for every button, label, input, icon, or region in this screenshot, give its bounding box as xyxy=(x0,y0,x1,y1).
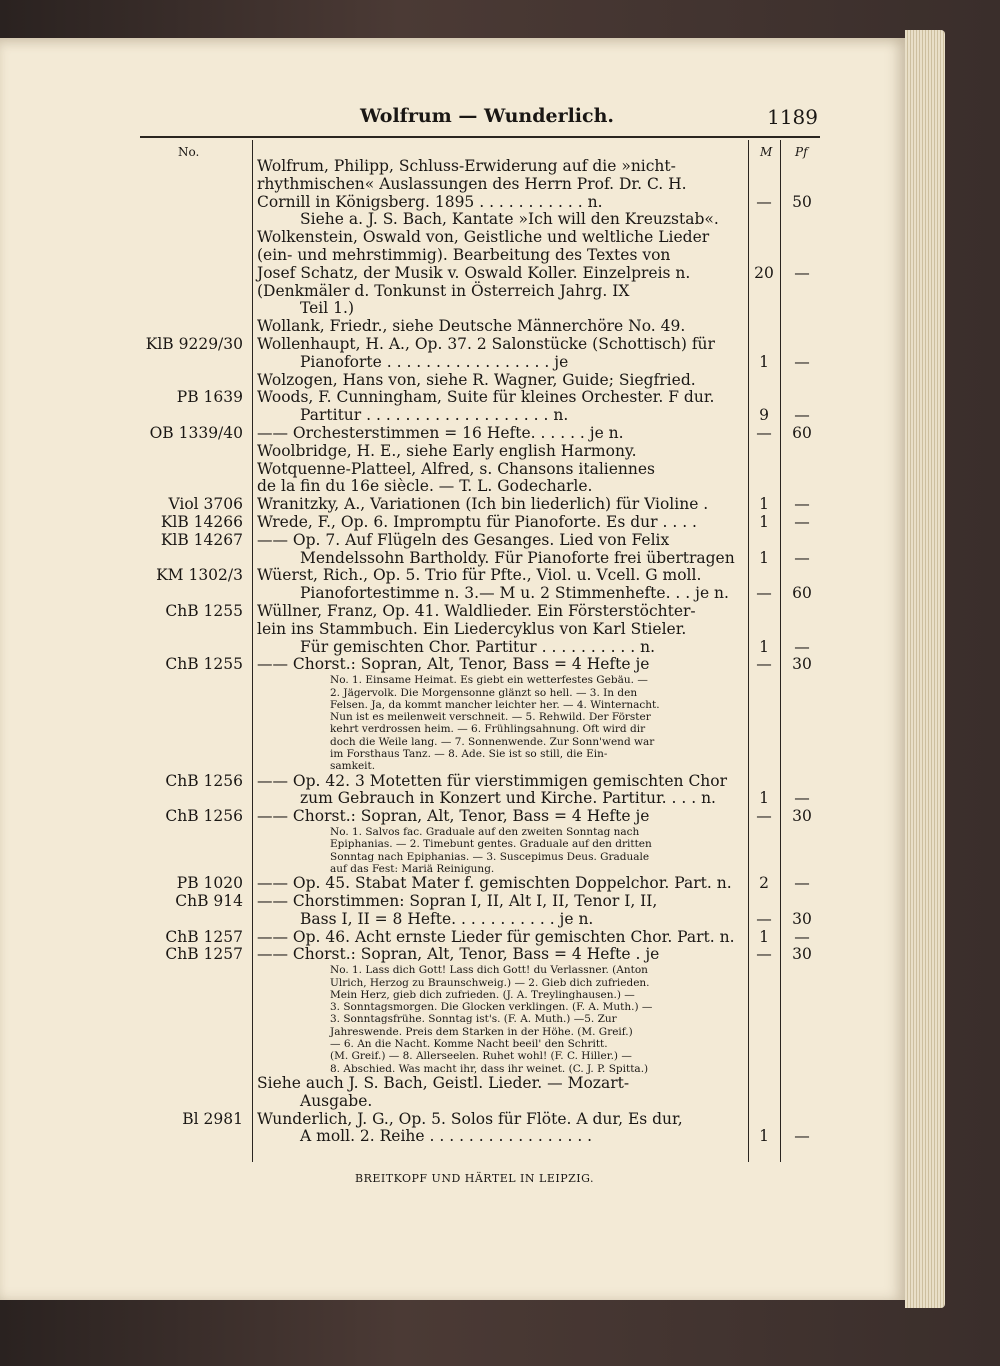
entry-text: zum Gebrauch in Konzert und Kirche. Partitur. . . . n. xyxy=(300,789,716,808)
price-pfennig: 30 xyxy=(792,909,812,928)
entry-text: Wolfrum, Philipp, Schluss-Erwiderung auf die »nicht- xyxy=(257,157,676,175)
entry-text: Sonntag nach Epiphanias. — 3. Suscepimus Deus. Graduale xyxy=(330,850,650,863)
catalog-number: ChB 1257 xyxy=(165,945,243,964)
column-header-no: No. xyxy=(178,145,200,159)
entry-text: —— Chorst.: Sopran, Alt, Tenor, Bass = 4 Hefte je xyxy=(257,807,650,826)
entry-text: Cornill in Königsberg. 1895 . . . . . . . . . . . n. xyxy=(257,192,603,211)
entry-text: Wranitzky, A., Variationen (Ich bin liederlich) für Violine . xyxy=(257,495,709,514)
entry-text: (M. Greif.) — 8. Allerseelen. Ruhet wohl! (F. C. Hiller.) — xyxy=(330,1050,632,1063)
entry-text: Bass I, II = 8 Hefte. . . . . . . . . . . je n. xyxy=(300,909,594,928)
header-rule xyxy=(140,136,820,138)
price-pfennig: 60 xyxy=(792,584,812,603)
entry-text: —— Chorst.: Sopran, Alt, Tenor, Bass = 4 Hefte je xyxy=(257,655,650,674)
price-mark: — xyxy=(756,584,772,603)
entry-text: No. 1. Einsame Heimat. Es giebt ein wetterfestes Gebäu. — xyxy=(330,674,648,687)
entry-text: Epiphanias. — 2. Timebunt gentes. Graduale auf den dritten xyxy=(330,838,652,851)
price-pfennig: — xyxy=(794,637,810,656)
catalog-number: PB 1639 xyxy=(176,388,243,407)
price-mark: 1 xyxy=(759,548,769,567)
catalog-number: ChB 1256 xyxy=(165,771,243,790)
catalog-number: ChB 1257 xyxy=(165,927,243,946)
entry-text: Wollenhaupt, H. A., Op. 37. 2 Salonstücke (Schottisch) für xyxy=(257,335,715,353)
catalog-number: Bl 2981 xyxy=(182,1109,243,1128)
price-mark: — xyxy=(756,909,772,928)
price-pfennig: — xyxy=(794,406,810,425)
catalog-number: KlB 9229/30 xyxy=(145,335,243,353)
price-mark: 9 xyxy=(759,406,769,425)
entry-text: im Forsthaus Tanz. — 8. Ade. Sie ist so still, die Ein- xyxy=(330,748,608,760)
page-edges xyxy=(905,30,945,1308)
entry-text: 2. Jägervolk. Die Morgensonne glänzt so hell. — 3. In den xyxy=(330,686,638,699)
price-mark: 1 xyxy=(759,927,769,946)
entry-text: Partitur . . . . . . . . . . . . . . . . . . . n. xyxy=(300,406,569,425)
entry-text: Für gemischten Chor. Partitur . . . . . . . . . . n. xyxy=(300,637,656,656)
entry-text: —— Op. 42. 3 Motetten für vierstimmigen gemischten Chor xyxy=(257,771,728,790)
entry-text: Mendelssohn Bartholdy. Für Pianoforte frei übertragen xyxy=(300,548,735,567)
entry-text: Teil 1.) xyxy=(300,299,354,318)
price-pfennig: — xyxy=(794,352,810,371)
entry-text: 8. Abschied. Was macht ihr, dass ihr weinet. (C. J. P. Spitta.) xyxy=(330,1062,649,1075)
entry-text: Wunderlich, J. G., Op. 5. Solos für Flöte. A dur, Es dur, xyxy=(257,1109,683,1128)
entry-text: Jahreswende. Preis dem Starken in der Höhe. (M. Greif.) xyxy=(330,1025,633,1038)
entry-text: Siehe a. J. S. Bach, Kantate »Ich will den Kreuzstab«. xyxy=(300,210,719,229)
entry-text: de la fin du 16e siècle. — T. L. Godecharle. xyxy=(257,477,593,496)
column-header-mark: M xyxy=(760,145,773,159)
entry-text: doch die Weile lang. — 7. Sonnenwende. Zur Sonn'wend war xyxy=(330,735,655,748)
price-pfennig: 50 xyxy=(792,192,812,211)
price-mark: — xyxy=(756,424,772,442)
price-mark: 20 xyxy=(754,263,774,282)
price-pfennig: 60 xyxy=(792,424,812,442)
catalog-number: KlB 14266 xyxy=(160,513,243,531)
entry-text: —— Chorstimmen: Sopran I, II, Alt I, II, Tenor I, II, xyxy=(257,892,658,910)
price-pfennig: — xyxy=(794,1127,810,1146)
price-mark: — xyxy=(756,192,772,211)
price-mark: — xyxy=(756,655,772,674)
price-mark: 1 xyxy=(759,513,769,531)
entry-text: — 6. An die Nacht. Komme Nacht beeil' den Schritt. xyxy=(330,1038,608,1050)
entry-text: —— Orchesterstimmen = 16 Hefte. . . . . . je n. xyxy=(257,424,624,442)
entry-text: Ausgabe. xyxy=(300,1091,373,1110)
entry-text: Wotquenne-Platteel, Alfred, s. Chansons italiennes xyxy=(257,459,656,478)
entry-text: —— Chorst.: Sopran, Alt, Tenor, Bass = 4 Hefte . je xyxy=(257,945,660,964)
entry-text: Wolkenstein, Oswald von, Geistliche und weltliche Lieder xyxy=(257,228,710,247)
running-title: Wolfrum — Wunderlich. xyxy=(360,105,615,127)
price-mark: 1 xyxy=(759,495,769,514)
price-pfennig: 30 xyxy=(792,945,812,964)
entry-text: Ulrich, Herzog zu Braunschweig.) — 2. Gieb dich zufrieden. xyxy=(330,976,650,989)
price-mark: 1 xyxy=(759,637,769,656)
entry-text: —— Op. 7. Auf Flügeln des Gesanges. Lied von Felix xyxy=(257,530,670,549)
entry-text: No. 1. Salvos fac. Graduale auf den zweiten Sonntag nach xyxy=(330,826,640,838)
catalog-number: ChB 1255 xyxy=(165,655,243,674)
catalog-number: ChB 1256 xyxy=(165,807,243,826)
catalog-number: KM 1302/3 xyxy=(156,566,243,585)
page-header xyxy=(140,105,830,133)
price-mark: — xyxy=(756,807,772,826)
price-pfennig: — xyxy=(794,548,810,567)
entry-text: —— Op. 45. Stabat Mater f. gemischten Doppelchor. Part. n. xyxy=(257,874,732,893)
entry-text: kehrt verdrossen heim. — 6. Frühlingsahnung. Oft wird dir xyxy=(330,723,646,736)
entry-text: Pianoforte . . . . . . . . . . . . . . . . . je xyxy=(300,352,569,371)
entry-text: Mein Herz, gieb dich zufrieden. (J. A. Treylinghausen.) — xyxy=(330,988,635,1001)
page-number: 1189 xyxy=(767,105,818,129)
entry-text: samkeit. xyxy=(330,760,376,773)
entry-text: —— Op. 46. Acht ernste Lieder für gemischten Chor. Part. n. xyxy=(257,927,735,946)
publisher-footer: BREITKOPF UND HÄRTEL IN LEIPZIG. xyxy=(355,1172,594,1185)
catalog-number: ChB 914 xyxy=(175,892,243,910)
price-mark: 1 xyxy=(759,352,769,371)
price-pfennig: — xyxy=(794,927,810,946)
entry-text: lein ins Stammbuch. Ein Liedercyklus von Karl Stieler. xyxy=(257,619,687,638)
entry-text: Wollank, Friedr., siehe Deutsche Männerchöre No. 49. xyxy=(257,317,686,336)
price-pfennig: 30 xyxy=(792,807,812,826)
entry-text: Nun ist es meilenweit verschneit. — 5. Rehwild. Der Förster xyxy=(330,711,651,724)
entry-text: Pianofortestimme n. 3.— M u. 2 Stimmenhefte. . . je n. xyxy=(300,584,729,603)
entry-text: No. 1. Lass dich Gott! Lass dich Gott! du Verlassner. (Anton xyxy=(330,964,648,977)
catalog-number: Viol 3706 xyxy=(168,495,243,514)
entry-text: Wüllner, Franz, Op. 41. Waldlieder. Ein Försterstöchter- xyxy=(257,602,696,620)
price-pfennig: — xyxy=(794,513,810,531)
entry-text: Siehe auch J. S. Bach, Geistl. Lieder. — Mozart- xyxy=(257,1073,630,1092)
price-pfennig: — xyxy=(794,495,810,514)
entry-text: rhythmischen« Auslassungen des Herrn Prof. Dr. C. H. xyxy=(257,174,687,193)
price-pfennig: — xyxy=(794,263,810,282)
entry-text: Wüerst, Rich., Op. 5. Trio für Pfte., Viol. u. Vcell. G moll. xyxy=(257,566,702,585)
catalog-number: OB 1339/40 xyxy=(149,424,243,442)
entry-text: (Denkmäler d. Tonkunst in Österreich Jahrg. IX xyxy=(257,281,630,300)
price-pfennig: — xyxy=(794,874,810,893)
catalog-number: ChB 1255 xyxy=(165,602,243,620)
catalog-number: KlB 14267 xyxy=(160,530,243,549)
price-pfennig: 30 xyxy=(792,655,812,674)
entry-text: 3. Sonntagsmorgen. Die Glocken verklingen. (F. A. Muth.) — xyxy=(330,1001,653,1014)
entry-text: 3. Sonntagsfrühe. Sonntag ist's. (F. A. Muth.) —5. Zur xyxy=(330,1013,617,1026)
price-mark: 1 xyxy=(759,789,769,808)
entry-text: Felsen. Ja, da kommt mancher leichter her. — 4. Winternacht. xyxy=(330,698,660,711)
entry-text: (ein- und mehrstimmig). Bearbeitung des Textes von xyxy=(257,246,671,264)
entry-text: Woods, F. Cunningham, Suite für kleines Orchester. F dur. xyxy=(257,388,715,407)
entry-text: A moll. 2. Reihe . . . . . . . . . . . . . . . . . xyxy=(300,1127,593,1146)
price-mark: 2 xyxy=(759,874,769,893)
entry-text: Wrede, F., Op. 6. Impromptu für Pianoforte. Es dur . . . . xyxy=(257,513,697,531)
entry-text: Woolbridge, H. E., siehe Early english Harmony. xyxy=(257,441,637,460)
price-pfennig: — xyxy=(794,789,810,808)
column-header-pf: Pf xyxy=(795,145,808,159)
price-mark: 1 xyxy=(759,1127,769,1146)
price-mark: — xyxy=(756,945,772,964)
catalog-number: PB 1020 xyxy=(176,874,243,893)
column-divider-catno xyxy=(252,140,253,1162)
entry-text: Wolzogen, Hans von, siehe R. Wagner, Guide; Siegfried. xyxy=(257,370,696,389)
entry-text: Josef Schatz, der Musik v. Oswald Koller. Einzelpreis n. xyxy=(257,263,691,282)
entry-text: auf das Fest: Mariä Reinigung. xyxy=(330,862,495,875)
